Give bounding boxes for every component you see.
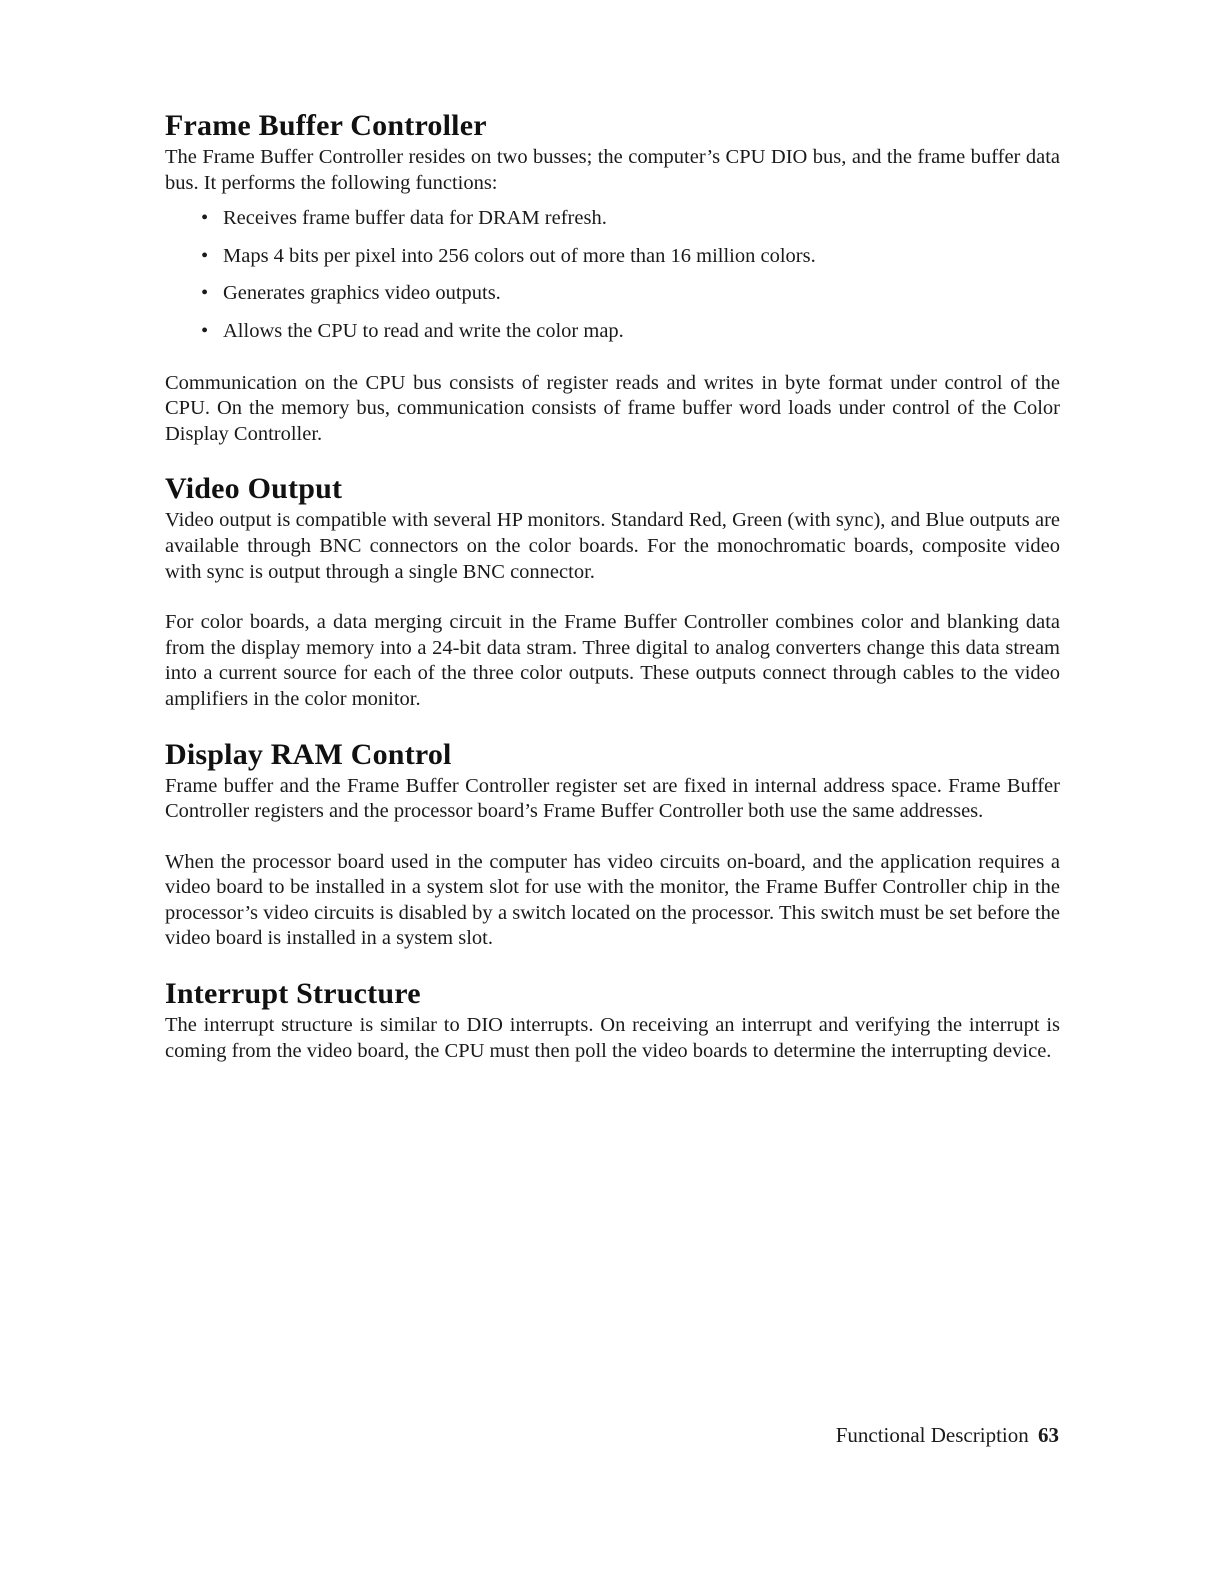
section-interrupt-structure [165,976,1060,1064]
footer-label: Functional Description [835,1423,1029,1447]
section-heading: Video Output [165,472,343,506]
page-content [165,108,1060,1088]
section-video-output [165,471,1060,712]
section-heading: Interrupt Structure [165,977,421,1011]
list-item-text: Generates graphics video outputs. [223,282,501,305]
page-footer [836,1421,1059,1449]
list-item [201,319,1060,345]
list-item [201,206,1060,232]
list-item-text: Receives frame buffer data for DRAM refresh. [223,207,607,230]
section-heading: Frame Buffer Controller [165,109,487,142]
section-display-ram-control [165,737,1060,953]
bullet-icon: • [201,319,209,342]
paragraph: Frame buffer and the Frame Buffer Controller register set are fixed in internal address space. Frame Buffer Controller registers and the processor board’s Frame Buffer Controller both use the same addresses. [165,774,1060,823]
paragraph: The interrupt structure is similar to DIO interrupts. On receiving an interrupt and verifying the interrupt is coming from the video board, the CPU must then poll the video boards to determine the interrupting device. [165,1014,1060,1062]
bullet-icon: • [201,244,209,267]
bullet-icon: • [201,282,209,305]
paragraph: Communication on the CPU bus consists of register reads and writes in byte format under control of the CPU. On the memory bus, communication consists of frame buffer word loads under control of the Color Display Controller. [165,371,1060,445]
section-heading: Display RAM Control [165,737,452,771]
list-item-text: Allows the CPU to read and write the color map. [223,319,624,342]
bullet-icon: • [201,207,209,230]
function-list [165,206,1060,344]
paragraph: For color boards, a data merging circuit in the Frame Buffer Controller combines color and blanking data from the display memory into a 24-bit data stram. Three digital to analog converters change this data stream into a current source for each of the three color outputs. These outputs connect through cables to the video amplifiers in the color monitor. [165,611,1060,710]
paragraph: Video output is compatible with several HP monitors. Standard Red, Green (with sync), and Blue outputs are available through BNC connectors on the color boards. For the monochromatic boards, composite video with sync is output through a single BNC connector. [165,509,1060,583]
paragraph: When the processor board used in the computer has video circuits on-board, and the application requires a video board to be installed in a system slot for use with the monitor, the Frame Buffer Controller chip in the processor’s video circuits is disabled by a switch located on the processor. This switch must be set before the video board is installed in a system slot. [165,850,1060,950]
list-item-text: Maps 4 bits per pixel into 256 colors out of more than 16 million colors. [223,244,816,267]
paragraph: The Frame Buffer Controller resides on two busses; the computer’s CPU DIO bus, and the frame buffer data bus. It performs the following functions: [165,146,1060,194]
section-frame-buffer-controller [165,108,1060,447]
list-item [201,244,1060,270]
page-number: 63 [1038,1423,1059,1447]
list-item [201,281,1060,307]
